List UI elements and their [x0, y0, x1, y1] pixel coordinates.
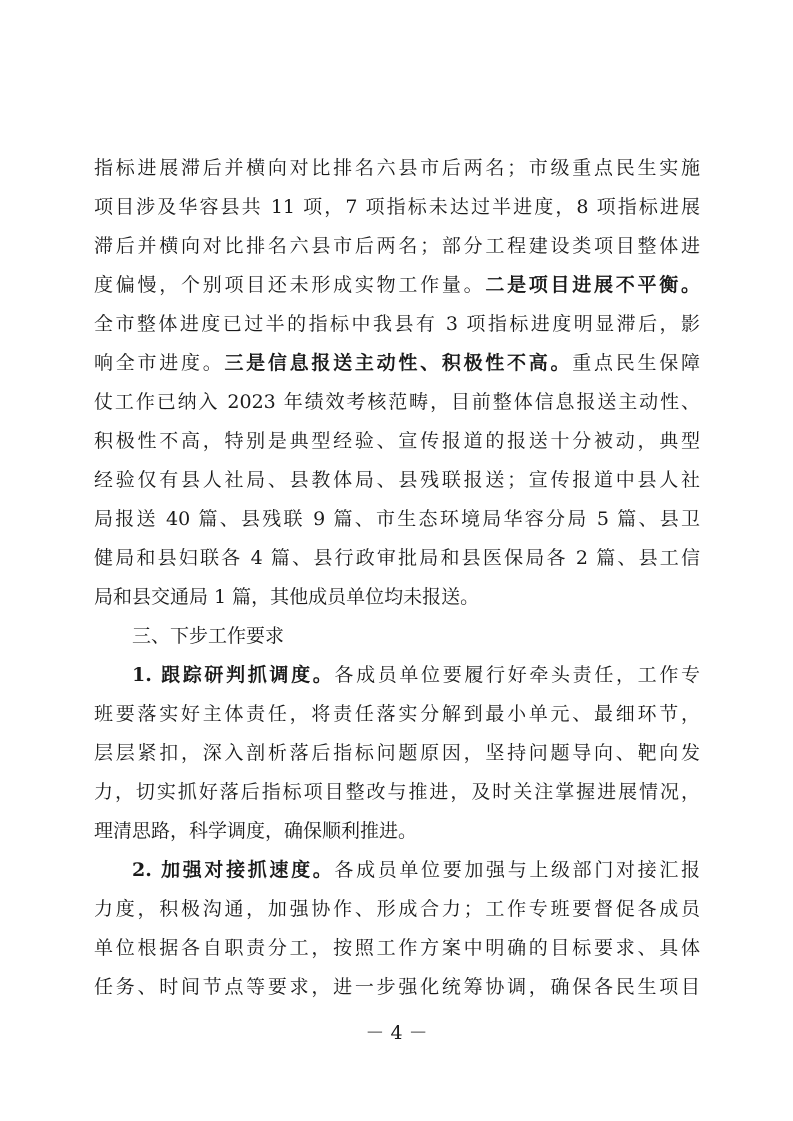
body-line: 任务、时间节点等要求，进一步强化统筹协调，确保各民生项目 — [94, 976, 700, 998]
body-line: 局报送 40 篇、县残联 9 篇、市生态环境局华容分局 5 篇、县卫 — [94, 508, 700, 530]
body-line: 积极性不高，特别是典型经验、宣传报道的报送十分被动，典型 — [94, 430, 700, 452]
body-line: 滞后并横向对比排名六县市后两名；部分工程建设类项目整体进 — [94, 235, 700, 257]
body-line: 层层紧扣，深入剖析落后指标问题原因，坚持问题导向、靶向发 — [94, 742, 700, 764]
body-line: 全市整体进度已过半的指标中我县有 3 项指标进度明显滞后，影 — [94, 313, 700, 335]
subheading-bold: 三是信息报送主动性、积极性不高。 — [224, 352, 573, 374]
body-line: 单位根据各自职责分工，按照工作方案中明确的目标要求、具体 — [94, 937, 700, 959]
page-number: － 4 － — [365, 1022, 428, 1044]
body-line: 仗工作已纳入 2023 年绩效考核范畴，目前整体信息报送主动性、 — [94, 391, 700, 413]
body-line: 指标进展滞后并横向对比排名六县市后两名；市级重点民生实施 — [94, 157, 700, 179]
item-1-first-line — [132, 660, 700, 690]
body-text: 各成员单位要履行好牵头责任，工作专 — [334, 664, 700, 686]
body-text: 重点民生保障 — [572, 352, 700, 374]
body-line — [94, 270, 700, 300]
body-line: 健局和县妇联各 4 篇、县行政审批局和县医保局各 2 篇、县工信 — [94, 547, 700, 569]
body-line: 力度，积极沟通，加强协作、形成合力；工作专班要督促各成员 — [94, 898, 700, 920]
body-text: 度偏慢，个别项目还未形成实物工作量。 — [94, 274, 486, 296]
body-line: 经验仅有县人社局、县教体局、县残联报送；宣传报道中县人社 — [94, 469, 700, 491]
item-2-first-line — [132, 855, 700, 885]
body-line: 班要落实好主体责任，将责任落实分解到最小单元、最细环节， — [94, 703, 700, 725]
body-text: 响全市进度。 — [94, 352, 225, 374]
item-title-bold: 1. 跟踪研判抓调度。 — [132, 664, 335, 686]
section-heading: 三、下步工作要求 — [132, 625, 285, 647]
body-line: 力，切实抓好落后指标项目整改与推进，及时关注掌握进展情况， — [94, 781, 700, 803]
body-line: 项目涉及华容县共 11 项，7 项指标未达过半进度，8 项指标进展 — [94, 196, 700, 218]
subheading-bold: 二是项目进展不平衡。 — [485, 274, 700, 296]
body-line: 局和县交通局 1 篇，其他成员单位均未报送。 — [94, 586, 480, 608]
body-line — [94, 348, 700, 378]
body-text: 各成员单位要加强与上级部门对接汇报 — [334, 859, 700, 881]
body-line: 理清思路，科学调度，确保顺利推进。 — [94, 820, 418, 842]
item-title-bold: 2. 加强对接抓速度。 — [132, 859, 335, 881]
